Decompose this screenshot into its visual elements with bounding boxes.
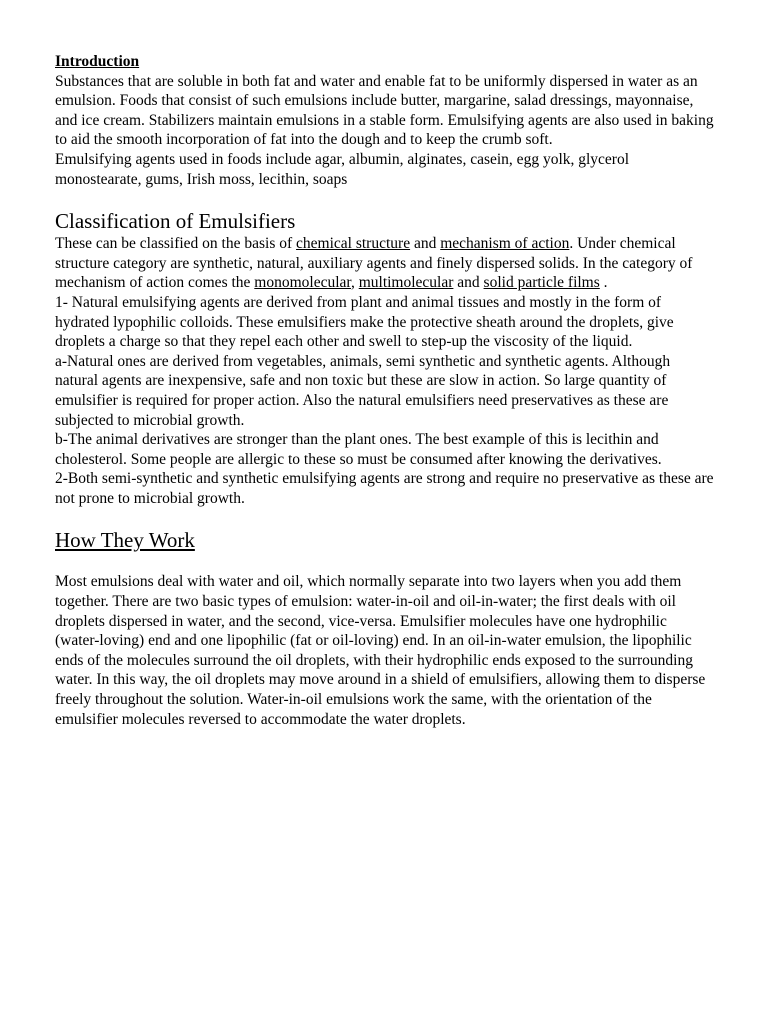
classification-heading: Classification of Emulsifiers [55, 209, 296, 234]
how-they-work-paragraph: Most emulsions deal with water and oil, which normally separate into two layers when you add them together. There are two basic types of emulsion: water-in-oil and oil-in-water; the first deals with oil droplets dispersed in water, and the second, vice-versa. Emulsifier molecules have one hydrophilic (water-loving) end and one lipophilic (fat or oil-loving) end. In an oil-in-water emulsion, the lipophilic ends of the molecules surround the oil droplets, with their hydrophilic ends exposed to the surrounding water. In this way, the oil droplets may move around in a shield of emulsifiers, allowing them to disperse freely throughout the solution. Water-in-oil emulsions work the same, with the orientation of the emulsifier molecules reversed to accommodate the water droplets. [55, 573, 706, 728]
introduction-paragraph-1: Substances that are soluble in both fat and water and enable fat to be uniformly dispersed in water as an emulsion. Foods that consist of such emulsions include butter, margarine, salad dressings, mayonnaise, and ice cream. Stabilizers maintain emulsions in a stable form. Emulsifying agents are also used in baking to aid the smooth incorporation of fat into the dough and to keep the crumb soft. [55, 72, 714, 149]
solid-particle-films-link: solid particle films [483, 274, 600, 292]
monomolecular-link: monomolecular [254, 274, 351, 292]
classification-paragraph-3: a-Natural ones are derived from vegetables, animals, semi synthetic and synthetic agents. Although natural agents are inexpensive, safe and non toxic but these are slow in action. So large quantity of emulsifier is required for proper action. Also the natural emulsifiers need preservatives as these are subjected to microbial growth. [55, 352, 671, 429]
how-they-work-heading: How They Work [55, 528, 195, 553]
document-page [55, 52, 715, 729]
classification-text-a: These can be classified on the basis of [55, 235, 297, 253]
classification-paragraph-1 [55, 234, 715, 293]
multimolecular-link: multimolecular [358, 274, 454, 292]
classification-paragraph-2: 1- Natural emulsifying agents are derived from plant and animal tissues and mostly in the form of hydrated lypophilic colloids. These emulsifiers make the protective sheath around the droplets, give droplets a charge so that they repel each other and swell to step-up the viscosity of the liquid. [55, 293, 674, 351]
introduction-heading: Introduction [55, 53, 140, 70]
mechanism-of-action-link: mechanism of action [440, 235, 570, 253]
classification-text-d: , [350, 274, 359, 292]
introduction-paragraph-2: Emulsifying agents used in foods include agar, albumin, alginates, casein, egg yolk, glycerol monostearate, gums, Irish moss, lecithin, soaps [55, 150, 630, 188]
classification-text-e: and [453, 274, 484, 292]
classification-text-b: and [410, 235, 441, 253]
classification-paragraph-5: 2-Both semi-synthetic and synthetic emulsifying agents are strong and require no preservative as these are not prone to microbial growth. [55, 470, 714, 507]
chemical-structure-link: chemical structure [296, 235, 411, 253]
classification-text-f: . [599, 274, 608, 292]
classification-paragraph-4: b-The animal derivatives are stronger than the plant ones. The best example of this is lecithin and cholesterol. Some people are allergic to these so must be consumed after knowing the derivatives. [55, 431, 662, 468]
classification-text-c: . Under chemical structure category are synthetic, natural, auxiliary agents and finely dispersed solids. In the category of mechanism of action comes the [55, 235, 693, 292]
